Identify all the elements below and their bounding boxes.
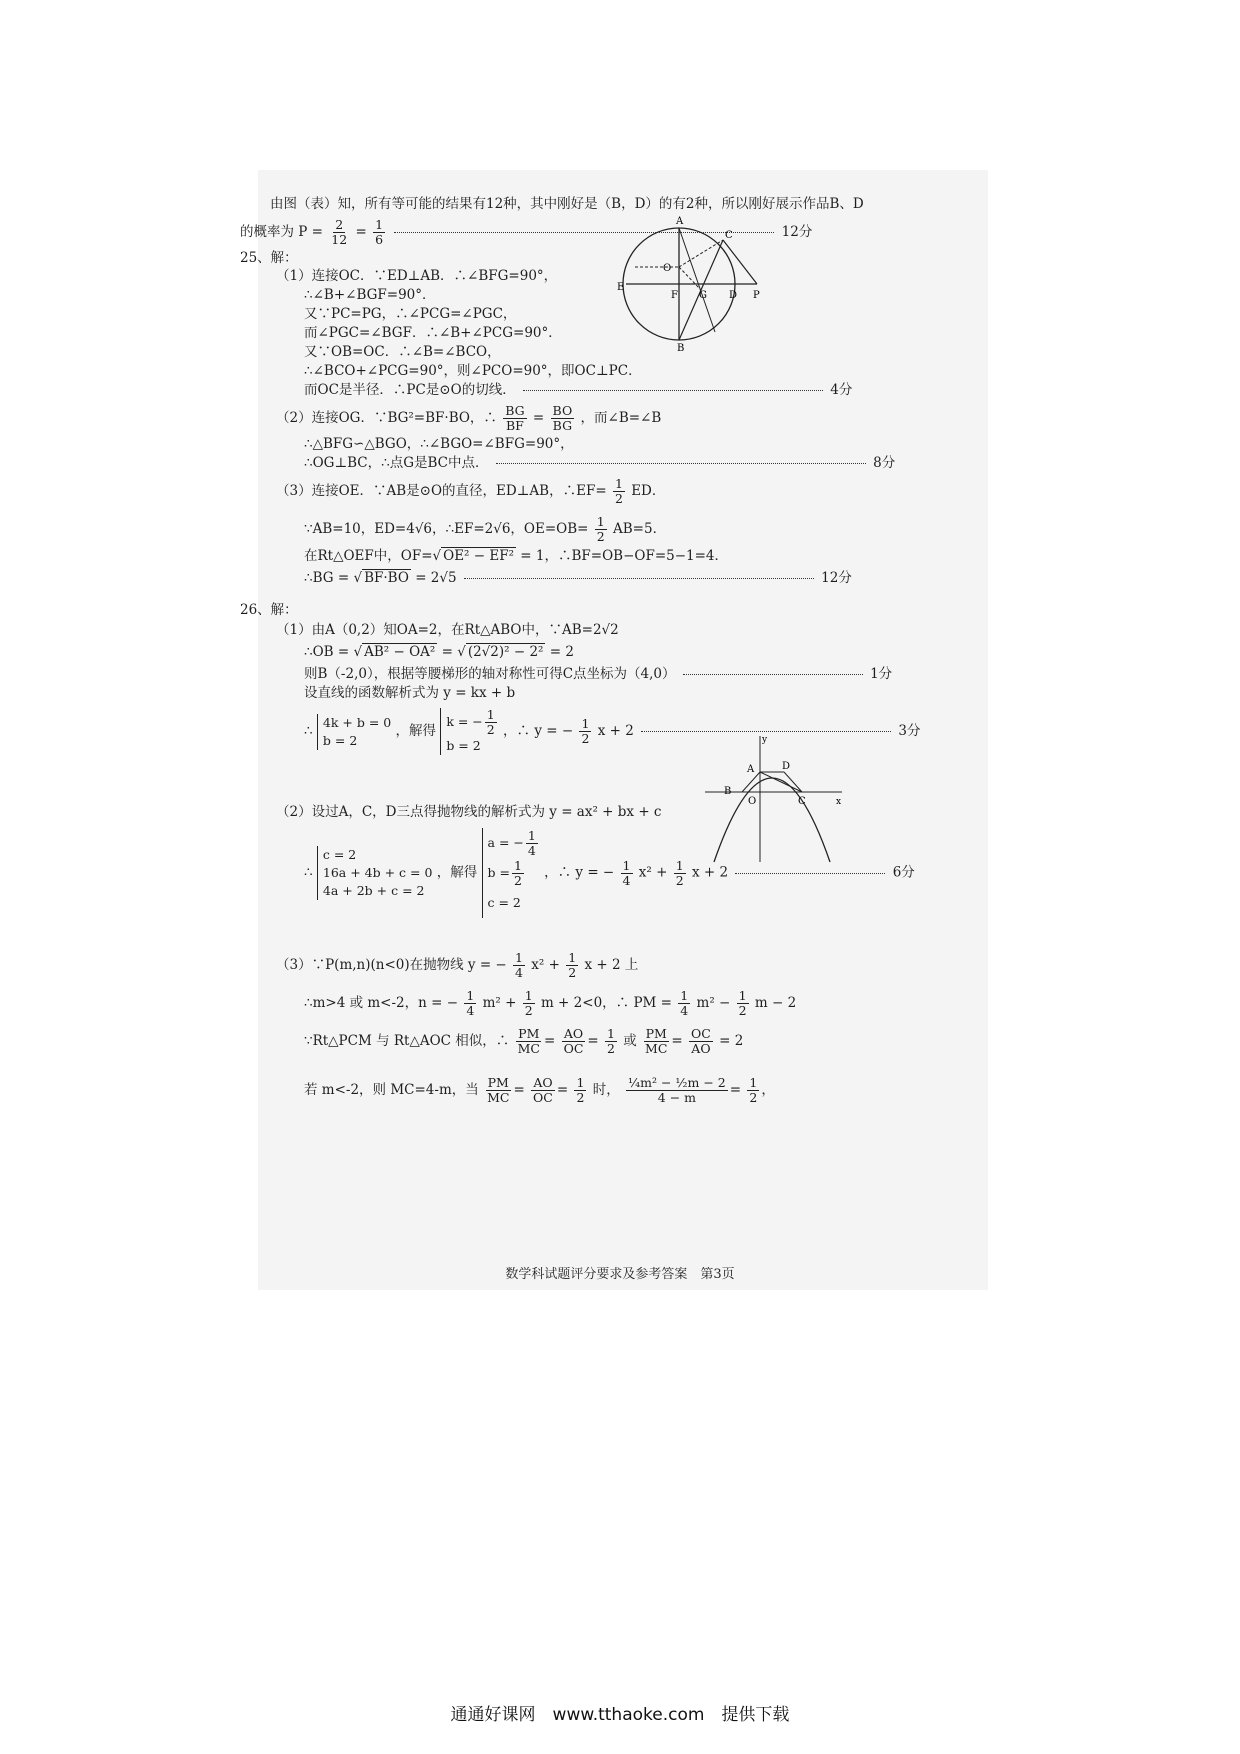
label-b: B	[724, 786, 732, 797]
dot-leader	[641, 731, 891, 732]
q25-p2-line-2: ∴△BFG∽△BGO，∴∠BGO=∠BFG=90°，	[304, 436, 574, 452]
solution: c = 2	[487, 895, 521, 910]
label-o: O	[663, 263, 672, 274]
text-span: ∴	[304, 723, 313, 739]
sqrt-expr: OE² − EF²	[443, 548, 514, 564]
text-span: 则B（-2,0），根据等腰梯形的轴对称性可得C点坐标为（4,0）	[304, 666, 676, 682]
fraction: $\frac{1}{6}$	[375, 217, 384, 247]
label-f: F	[671, 290, 678, 301]
q26-header: 26、解：	[240, 602, 298, 618]
dot-leader	[496, 463, 866, 464]
q25-p1-line: 又∵OB=OC．∴∠B=∠BCO，	[304, 344, 501, 360]
text-span: （3）连接OE．∵AB是⊙O的直径，ED⊥AB，∴EF=	[276, 483, 607, 499]
axis-y-label: y	[762, 735, 768, 745]
fraction: $\frac{1}{2}$	[596, 514, 605, 544]
q26-p2-line-2	[304, 828, 915, 918]
text-span: x + 2	[691, 864, 729, 881]
sqrt-expr: (2√2)² − 2²	[467, 644, 544, 660]
equation-system	[317, 846, 433, 900]
equation-system	[317, 714, 391, 750]
q25-p1-line: ∴∠B+∠BGF=90°．	[304, 287, 436, 303]
sqrt-expr: BF·BO	[364, 570, 409, 586]
score-label: 6分	[892, 864, 915, 881]
fraction: $\frac{BO}{BG}$	[552, 403, 573, 433]
text-span: = 2	[719, 1033, 744, 1049]
score-label: 1分	[870, 666, 893, 682]
q26-p1-line-4: 设直线的函数解析式为 y = kx + b	[304, 685, 516, 701]
fraction: $\frac{PM}{MC}$	[517, 1026, 540, 1056]
circle-geometry-figure	[615, 212, 775, 352]
label-a: A	[676, 216, 684, 227]
label-p: P	[753, 290, 760, 301]
text-span: a = −	[487, 835, 524, 850]
fraction: $\frac{1}{2}$	[675, 857, 684, 888]
fraction: $\frac{1}{2}$	[486, 707, 495, 737]
fraction: $\frac{1}{2}$	[749, 1075, 758, 1105]
label-g: G	[699, 290, 707, 301]
equals: =	[355, 224, 367, 240]
fraction: $\frac{PM}{MC}$	[487, 1075, 510, 1105]
text-span: ∵AB=10，ED=4√6，∴EF=2√6，OE=OB=	[304, 521, 589, 537]
score-label: 12分	[781, 224, 813, 240]
score-label: 4分	[830, 382, 853, 398]
intro-line-1: 由图（表）知，所有等可能的结果有12种，其中刚好是（B，D）的有2种，所以刚好展示作品B、D	[270, 196, 864, 212]
label-d: D	[729, 290, 738, 301]
text-span: （3）∵P(m,n)(n<0)在抛物线 y = −	[276, 957, 507, 973]
fraction: $\frac{1}{2}$	[513, 858, 522, 888]
text-span: b =	[487, 865, 510, 880]
score-label: 3分	[898, 723, 921, 739]
fraction: $\frac{1}{2}$	[581, 716, 590, 746]
fraction: $\frac{1}{4}$	[515, 950, 523, 980]
q25-p1-line: 而∠PGC=∠BGF．∴∠B+∠PCG=90°．	[304, 325, 562, 341]
text-span: x² +	[638, 864, 668, 881]
text-span: ，解得	[436, 864, 478, 881]
text-span: m − 2	[754, 995, 797, 1011]
q26-p3-line-4: 若 m<-2，则 MC=4-m，当 $\frac{PM}{MC}$ = $\frac{AO}{OC}$ = $\frac{1}{2}$ 时， $\frac{\text{¼m² − ½m − 2}}{4 - m}$ = $\frac{1}{2}$ ，	[304, 1075, 775, 1105]
fraction: $\frac{1}{2}$	[614, 476, 623, 506]
text-span: = 1，∴BF=OB−OF=5−1=4．	[520, 548, 729, 564]
q26-p1-line-3	[304, 666, 892, 683]
text-span: = 2√5	[415, 570, 457, 586]
intro-prefix: 的概率为	[240, 224, 294, 240]
text-span: = 2	[549, 644, 574, 660]
fraction: $\frac{\text{¼m² − ½m − 2}}{4 - m}$	[628, 1075, 726, 1105]
text-span: ∵Rt△PCM 与 Rt△AOC 相似，∴	[304, 1033, 510, 1049]
q25-p2-line-3	[304, 455, 895, 472]
fraction: $\frac{AO}{OC}$	[563, 1026, 584, 1056]
text-span: ED．	[631, 483, 666, 499]
q25-p1-line	[304, 382, 852, 399]
q25-p1-line: ∴∠BCO+∠PCG=90°，则∠PCO=90°，即OC⊥PC．	[304, 363, 642, 379]
dot-leader	[464, 578, 814, 579]
text-span: （2）连接OG．∵BG²=BF·BO，∴	[276, 410, 497, 426]
fraction: $\frac{1}{2}$	[607, 1026, 615, 1056]
text-span: ，解得	[395, 723, 437, 739]
q25-p3-line-2	[304, 512, 666, 546]
text-span: m + 2<0，∴ PM =	[540, 995, 672, 1011]
text-span: ∴BG =	[304, 570, 350, 586]
solution	[446, 708, 498, 737]
fraction: $\frac{1}{2}$	[524, 988, 533, 1018]
text-span: 在Rt△OEF中，OF=	[304, 548, 433, 564]
q26-p1-line-1: （1）由A（0,2）知OA=2，在Rt△ABO中，∵AB=2√2	[276, 622, 619, 638]
solution	[488, 858, 540, 888]
text-span: m² +	[482, 995, 517, 1011]
axis-x-label: x	[836, 797, 842, 807]
text-span: ∴OB =	[304, 644, 350, 660]
q26-p2-line-1: （2）设过A，C，D三点得抛物线的解析式为 y = ax² + bx + c	[276, 804, 662, 820]
text-span: x² +	[531, 957, 560, 973]
fraction: $\frac{1}{4}$	[680, 988, 689, 1018]
text-span: 或	[623, 1033, 637, 1049]
q25-p3-line-1	[276, 474, 665, 508]
fraction: $\frac{OC}{AO}$	[691, 1026, 711, 1056]
text-span: x + 2	[597, 723, 634, 739]
fraction: $\frac{1}{2}$	[576, 1075, 585, 1105]
fraction: $\frac{1}{2}$	[738, 988, 747, 1018]
download-footer: 通通好课网 www.tthaoke.com 提供下载	[450, 1705, 790, 1725]
fraction: $\frac{1}{4}$	[466, 988, 475, 1018]
text-span: m² −	[696, 995, 731, 1011]
equation: 16a + 4b + c = 0	[322, 865, 433, 880]
dot-leader	[523, 390, 823, 391]
text-span: ，∴ y = −	[503, 723, 574, 739]
fraction: $\frac{AO}{OC}$	[533, 1075, 553, 1105]
fraction: $\frac{PM}{MC}$	[645, 1026, 668, 1056]
sqrt-expr: AB² − OA²	[364, 644, 436, 660]
q25-p1-last: 而OC是半径．∴PC是⊙O的切线．	[304, 382, 516, 398]
solution: b = 2	[446, 738, 481, 753]
text-span: ，而∠B=∠B	[580, 410, 662, 426]
fraction: $\frac{BG}{BF}$	[505, 403, 525, 433]
equation: c = 2	[322, 847, 357, 862]
text-span: x + 2 上	[584, 957, 639, 973]
solution	[488, 828, 540, 858]
text-span: ∴m>4 或 m<-2，n = −	[304, 995, 459, 1011]
fraction: $\frac{1}{4}$	[527, 828, 536, 858]
page-number: 数学科试题评分要求及参考答案 第3页	[505, 1267, 735, 1282]
q25-p1-line: （1）连接OC．∵ED⊥AB．∴∠BFG=90°，	[276, 268, 558, 284]
q26-p1-line-2: ∴OB = √ AB² − OA² = √ (2√2)² − 2² = 2	[304, 644, 574, 660]
text-span: =	[441, 644, 453, 660]
fraction: $\frac{1}{2}$	[568, 950, 577, 980]
q26-p3-line-1	[276, 948, 638, 982]
text-span: ，∴ y = −	[544, 864, 615, 881]
dot-leader	[735, 873, 885, 874]
score-label: 8分	[873, 455, 896, 471]
equation: b = 2	[322, 732, 358, 748]
label-d: D	[782, 761, 791, 772]
fraction: $\frac{1}{4}$	[622, 857, 631, 888]
label-b: B	[677, 343, 685, 352]
text-span: ∴OG⊥BC，∴点G是BC中点．	[304, 455, 489, 471]
q26-p3-line-2	[304, 986, 796, 1020]
text-span: 时，	[592, 1082, 620, 1098]
dot-leader	[683, 674, 863, 675]
equation: 4a + 2b + c = 2	[322, 883, 425, 898]
solution-system	[440, 708, 498, 755]
label-c: C	[725, 230, 733, 241]
text-span: ，	[761, 1082, 775, 1098]
label-c: C	[798, 796, 806, 807]
fraction: $\frac{2}{12}$	[331, 217, 348, 247]
solution-system	[482, 828, 540, 918]
text-span: AB=5．	[613, 521, 667, 537]
q25-header: 25、解：	[240, 250, 298, 266]
prob-label: P =	[298, 224, 323, 240]
equation: 4k + b = 0	[322, 714, 392, 730]
label-o: O	[748, 796, 757, 807]
q25-p1-line: 又∵PC=PG，∴∠PCG=∠PGC，	[304, 306, 517, 322]
label-a: A	[747, 764, 755, 775]
text-span: ∴	[304, 864, 313, 881]
text-span: 若 m<-2，则 MC=4-m，当	[304, 1082, 479, 1098]
q25-p3-line-3: 在Rt△OEF中，OF=√ OE² − EF² = 1，∴BF=OB−OF=5−1=4．	[304, 548, 729, 564]
q25-p2-line-1: （2）连接OG．∵BG²=BF·BO，∴ $\frac{BG}{BF}$ = $\frac{BO}{BG}$ ，而∠B=∠B	[276, 403, 662, 433]
q25-p3-line-4: ∴BG = √ BF·BO = 2√5 12分	[304, 570, 852, 586]
q26-p3-line-3: ∵Rt△PCM 与 Rt△AOC 相似，∴ $\frac{PM}{MC}$ = $\frac{AO}{OC}$ = $\frac{1}{2}$ 或 $\frac{PM}{MC}$ = $\frac{OC}{AO}$ = 2	[304, 1026, 744, 1056]
score-label: 12分	[821, 570, 852, 586]
text-span: k = −	[446, 714, 483, 729]
label-e: E	[617, 282, 625, 293]
